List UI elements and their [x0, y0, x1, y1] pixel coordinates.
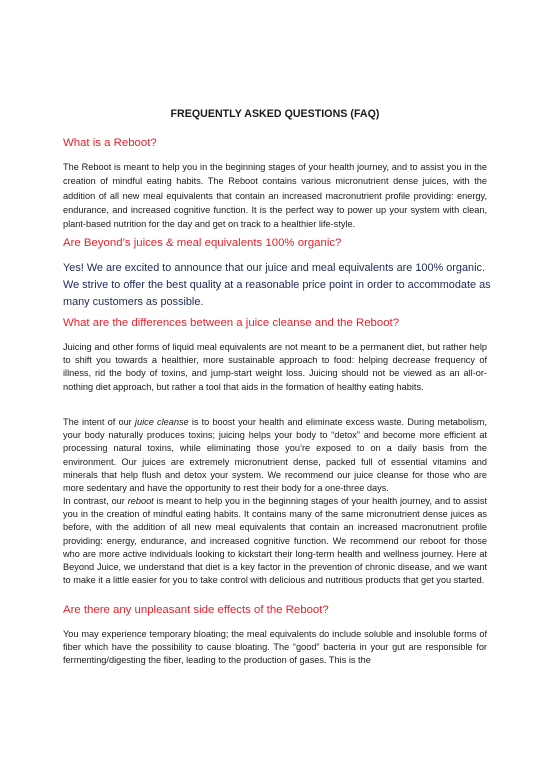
question-what-is-reboot: What is a Reboot?	[63, 137, 157, 149]
question-side-effects: Are there any unpleasant side effects of the Reboot?	[63, 604, 329, 616]
page-title: FREQUENTLY ASKED QUESTIONS (FAQ)	[170, 108, 380, 120]
answer-what-is-reboot: The Reboot is meant to help you in the beginning stages of your health journey, and to assist you in the creation of mindful eating habits. The Reboot contains various micronutrient dense juices, with the addition of all new meal equivalents that contain an increased macronutrient profile providing: energy, endurance, and increased cognitive function. It is the perfect way to power up your system with clean, plant-based nutrition for the day and get on track to a healthier life-style.	[63, 162, 487, 230]
answer-cleanse-paragraph-1: Juicing and other forms of liquid meal equivalents are not meant to be a permanent diet, but rather help to shift you towards a healthier, more sustainable approach to food: helping decrease frequency of illness, rid the body of toxins, and jump-start weight loss. Juicing should not be viewed as an all-or-nothing diet approach, but rather a tool that aids in the formation of healthy eating habits.	[63, 342, 487, 392]
answer-cleanse-paragraph-3: In contrast, our reboot is meant to help you in the beginning stages of your health journey, and to assist you in the creation of mindful eating habits. It contains many of the same micronutrient dense juices as before, with the addition of all new meal equivalents that contain an increased macronutrient profile providing: energy, endurance, and increased cognitive function. We recommend our reboot for those who are more active individuals looking to kickstart their long-term health and wellness journey. Here at Beyond Juice, we understand that diet is a key factor in the prevention of chronic disease, and we want to make it a little easier for you to take control with delicious and nutritious products that get you started.	[63, 496, 487, 586]
answer-side-effects: You may experience temporary bloating; the meal equivalents do include soluble and insoluble forms of fiber which have the possibility to cause bloating. The “good” bacteria in your gut are responsible for fermenting/digesting the fiber, leading to the production of gases. This is the	[63, 629, 487, 666]
answer-cleanse-paragraph-2: The intent of our juice cleanse is to boost your health and eliminate excess waste. During metabolism, your body naturally produces toxins; juicing helps your body to “detox” and become more efficient at processing natural toxins, while eliminating those you’re exposed to on a daily basis from the environment. Our juices are extremely micronutrient dense, packed full of essential vitamins and minerals that help flush and detox your system. We recommend our juice cleanse for those who are more sedentary and have the opportunity to rest their body for a one-three days.	[63, 417, 487, 494]
juice-cleanse-emphasis: juice cleanse	[134, 417, 189, 427]
reboot-emphasis: reboot	[127, 496, 154, 506]
answer-organic: Yes! We are excited to announce that our juice and meal equivalents are 100% organic. We strive to offer the best quality at a reasonable price point in order to accommodate as many customers as possible.	[63, 262, 491, 308]
question-organic: Are Beyond’s juices & meal equivalents 100% organic?	[63, 237, 342, 249]
question-cleanse-vs-reboot: What are the differences between a juice cleanse and the Reboot?	[63, 317, 400, 329]
